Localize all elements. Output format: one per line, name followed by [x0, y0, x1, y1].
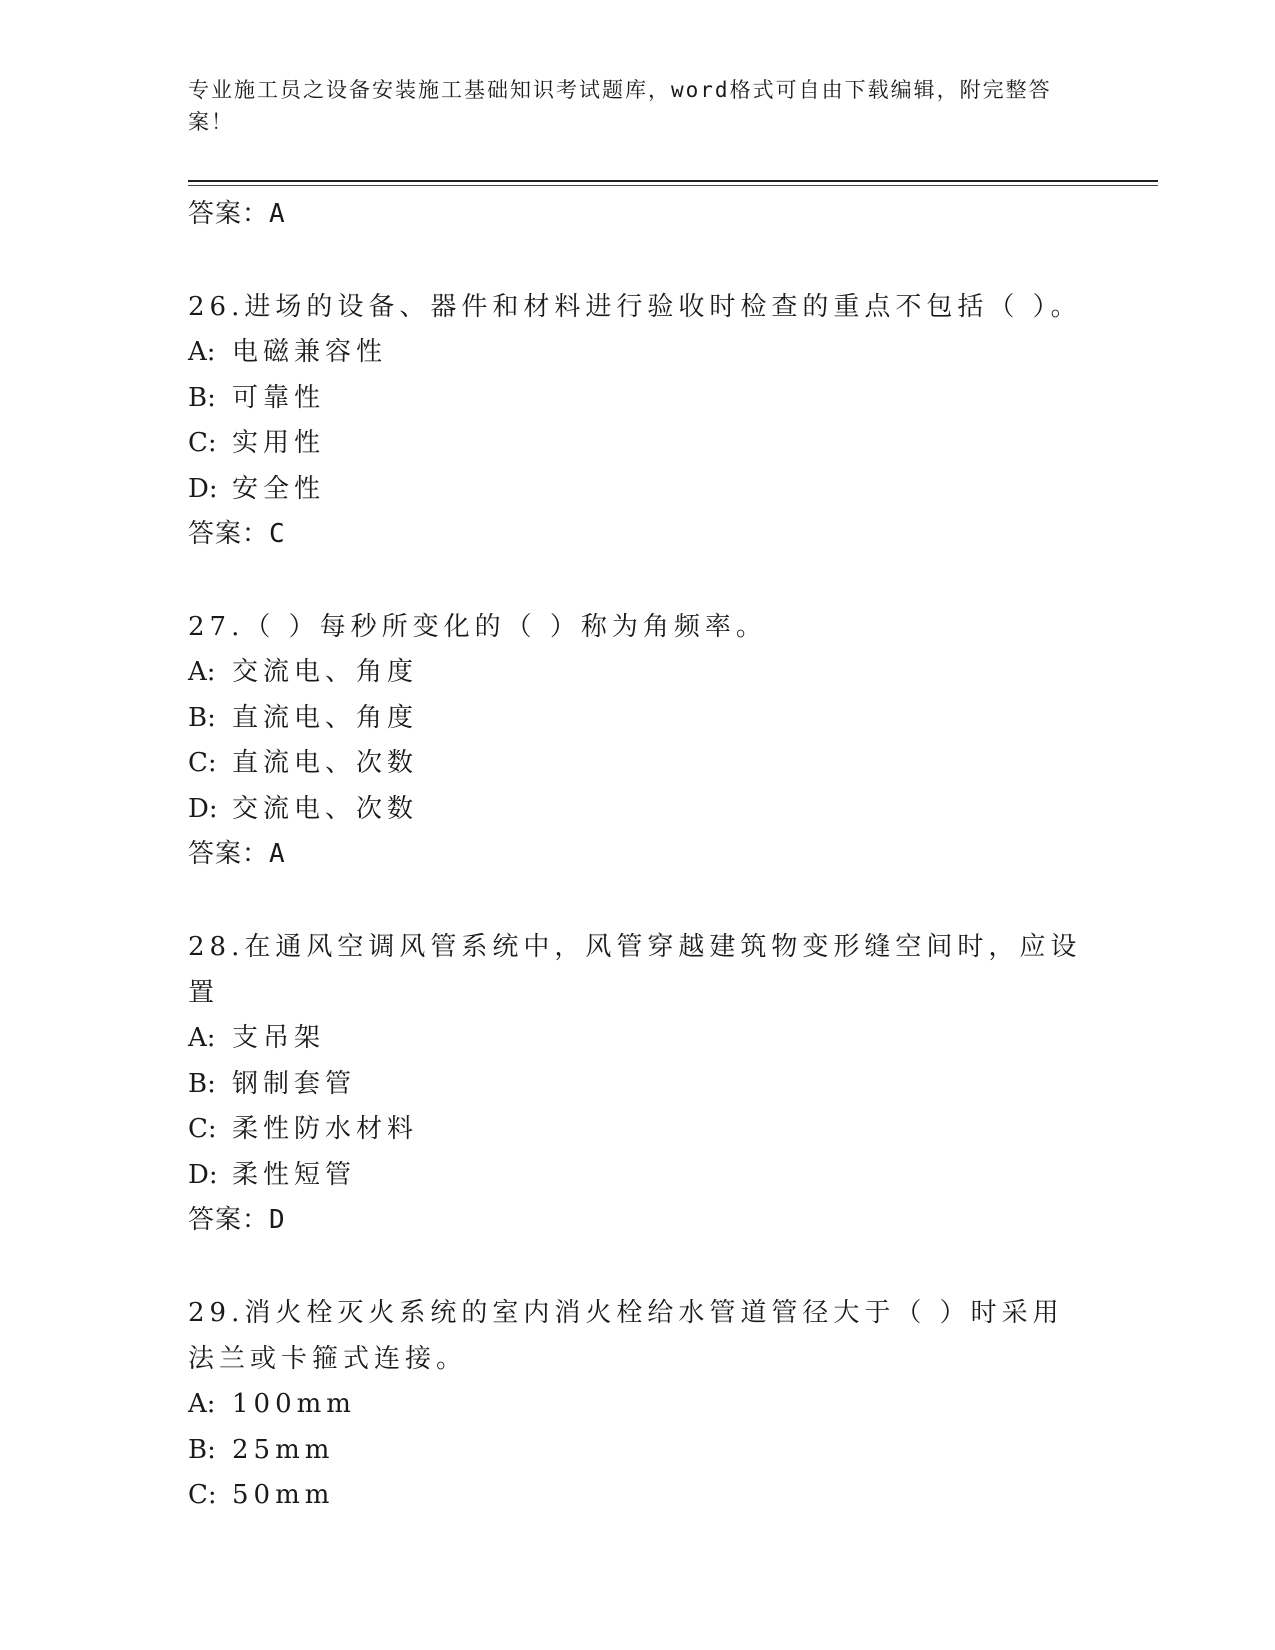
option-key: C:: [188, 428, 217, 458]
option-key: D:: [188, 793, 218, 824]
option-text: 交流电、角度: [232, 657, 419, 687]
question-26: [188, 284, 1088, 556]
question-27: [188, 604, 1088, 876]
option-key: C:: [188, 748, 217, 778]
option-b: [188, 1428, 1088, 1474]
question-stem: 27.（ ）每秒所变化的（ ）称为角频率。: [188, 612, 767, 642]
option-c: [188, 741, 1088, 787]
document-header: 专业施工员之设备安装施工基础知识考试题库，word格式可自由下载编辑，附完整答案！: [188, 78, 1052, 134]
option-key: C:: [188, 1480, 217, 1510]
option-d: [188, 1153, 1088, 1199]
option-a: [188, 330, 1088, 376]
header-divider-thick: [188, 180, 1158, 182]
option-text: 直流电、角度: [232, 702, 419, 733]
option-text: 直流电、次数: [232, 748, 419, 778]
option-d: [188, 467, 1088, 513]
option-text: 交流电、次数: [232, 793, 419, 824]
answer-q27: 答案：A: [188, 839, 286, 869]
option-text: 50mm: [232, 1480, 335, 1510]
option-text: 钢制套管: [232, 1068, 357, 1099]
question-stem: 28.在通风空调风管系统中，风管穿越建筑物变形缝空间时，应设置: [188, 932, 1082, 1008]
option-key: A:: [188, 1023, 216, 1053]
question-stem: 26.进场的设备、器件和材料进行验收时检查的重点不包括（ ）。: [188, 292, 1082, 322]
option-text: 可靠性: [232, 382, 326, 413]
question-list: [188, 192, 1088, 1519]
option-text: 100mm: [232, 1389, 356, 1419]
option-a: [188, 650, 1088, 696]
option-key: D:: [188, 1159, 218, 1190]
answer-q26: 答案：C: [188, 519, 286, 549]
option-d: [188, 787, 1088, 833]
option-text: 柔性防水材料: [232, 1114, 419, 1144]
option-key: A:: [188, 657, 216, 687]
option-key: B:: [188, 1434, 216, 1465]
option-b: [188, 376, 1088, 422]
option-c: [188, 421, 1088, 467]
option-key: D:: [188, 473, 218, 504]
option-key: A:: [188, 337, 216, 367]
option-b: [188, 696, 1088, 742]
option-key: B:: [188, 382, 216, 413]
option-text: 安全性: [232, 473, 326, 504]
option-text: 柔性短管: [232, 1159, 357, 1190]
answer-q28: 答案：D: [188, 1205, 286, 1235]
option-text: 支吊架: [232, 1023, 326, 1053]
header-divider-thin: [188, 185, 1158, 186]
option-key: B:: [188, 1068, 216, 1099]
option-text: 实用性: [232, 428, 326, 458]
answer-q25: 答案：A: [188, 199, 286, 229]
option-a: [188, 1382, 1088, 1428]
option-key: A:: [188, 1389, 216, 1419]
question-29: [188, 1290, 1088, 1519]
question-stem: 29.消火栓灭火系统的室内消火栓给水管道管径大于（ ）时采用法兰或卡箍式连接。: [188, 1298, 1064, 1374]
option-c: [188, 1107, 1088, 1153]
option-key: C:: [188, 1114, 217, 1144]
option-text: 25mm: [232, 1434, 335, 1465]
option-text: 电磁兼容性: [232, 337, 388, 367]
option-b: [188, 1062, 1088, 1108]
option-c: [188, 1473, 1088, 1519]
option-a: [188, 1016, 1088, 1062]
option-key: B:: [188, 702, 216, 733]
question-28: [188, 924, 1088, 1242]
